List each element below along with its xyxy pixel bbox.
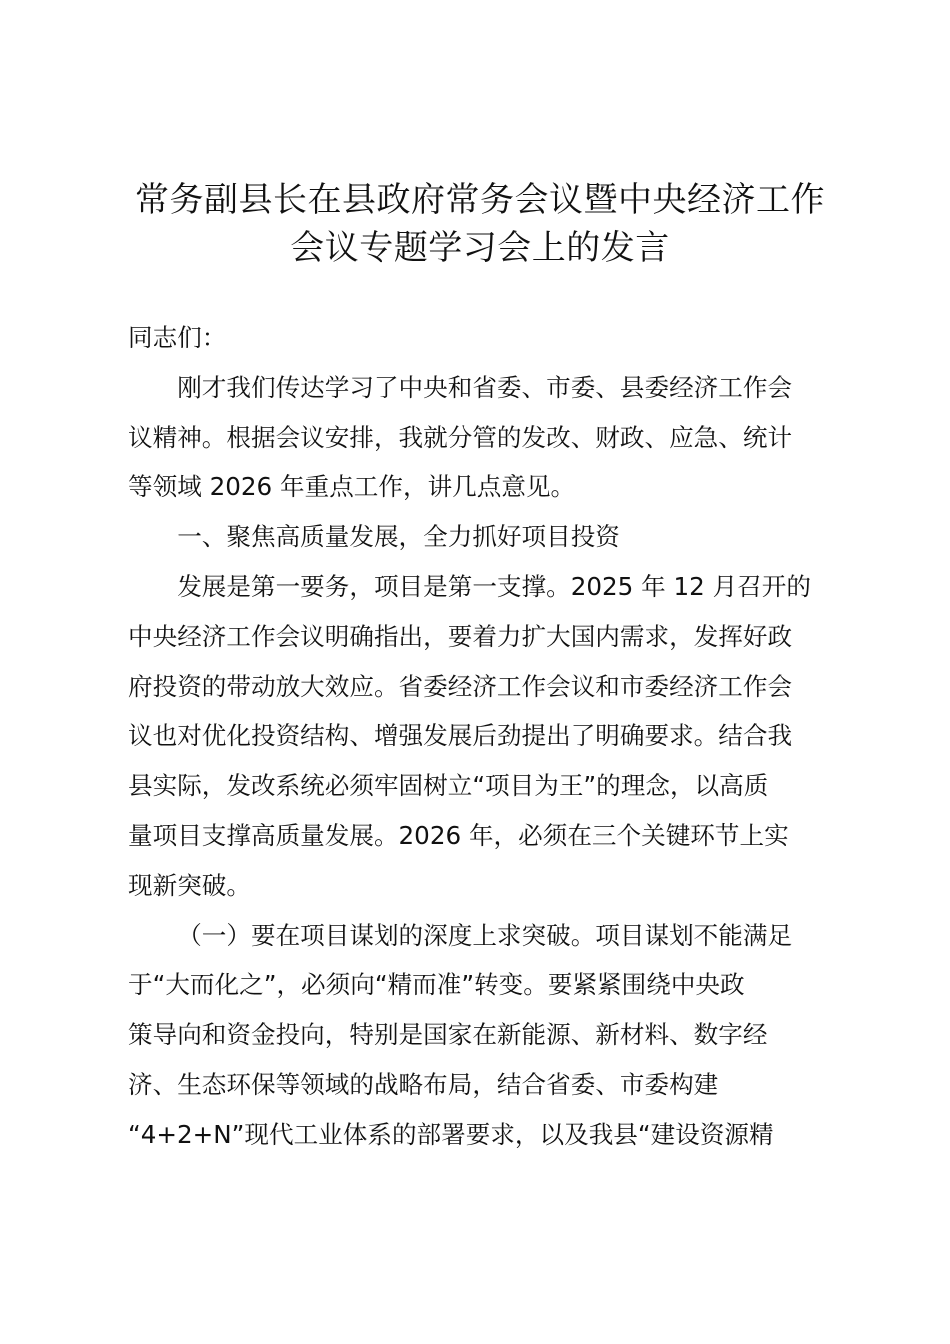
- paragraph-line: 现新突破。: [128, 870, 251, 900]
- paragraph-line: 府投资的带动放大效应。省委经济工作会议和市委经济工作会: [128, 671, 793, 701]
- salutation: 同志们：: [128, 323, 227, 352]
- paragraph-line: 刚才我们传达学习了中央和省委、市委、县委经济工作会: [177, 372, 793, 402]
- title-line-1: 常务副县长在县政府常务会议暨中央经济工作: [135, 180, 825, 220]
- paragraph-line: 议也对优化投资结构、增强发展后劲提出了明确要求。结合我: [128, 721, 793, 751]
- paragraph-intro: [128, 363, 834, 512]
- title-line-2: 会议专题学习会上的发言: [290, 228, 670, 268]
- paragraph-line: 策导向和资金投向，特别是国家在新能源、新材料、数字经: [128, 1020, 768, 1050]
- paragraph-line: 中央经济工作会议明确指出，要着力扩大国内需求，发挥好政: [128, 621, 793, 651]
- paragraph-line: 议精神。根据会议安排，我就分管的发改、财政、应急、统计: [128, 422, 793, 452]
- paragraph-line: 济、生态环保等领域的战略布局，结合省委、市委构建: [128, 1069, 719, 1099]
- paragraph-line: （一）要在项目谋划的深度上求突破。项目谋划不能满足: [177, 920, 793, 950]
- paragraph-line: 量项目支撑高质量发展。2026 年，必须在三个关键环节上实: [128, 820, 789, 850]
- paragraph-line: 发展是第一要务，项目是第一支撑。2025 年 12 月召开的: [177, 571, 811, 601]
- section-heading-1: [128, 512, 834, 562]
- paragraph-subsection-1: [128, 911, 834, 1160]
- document-body: [128, 313, 834, 1160]
- section-heading: 一、聚焦高质量发展，全力抓好项目投资: [177, 522, 620, 552]
- paragraph-line: 县实际，发改系统必须牢固树立“项目为王”的理念，以高质: [128, 771, 769, 801]
- paragraph-line: 于“大而化之”，必须向“精而准”转变。要紧紧围绕中央政: [128, 970, 745, 1000]
- paragraph-development: [128, 562, 834, 911]
- paragraph-line: 等领域 2026 年重点工作，讲几点意见。: [128, 472, 576, 502]
- paragraph-line: “4+2+N”现代工业体系的部署要求，以及我县“建设资源精: [128, 1119, 774, 1149]
- document-title: [120, 176, 840, 272]
